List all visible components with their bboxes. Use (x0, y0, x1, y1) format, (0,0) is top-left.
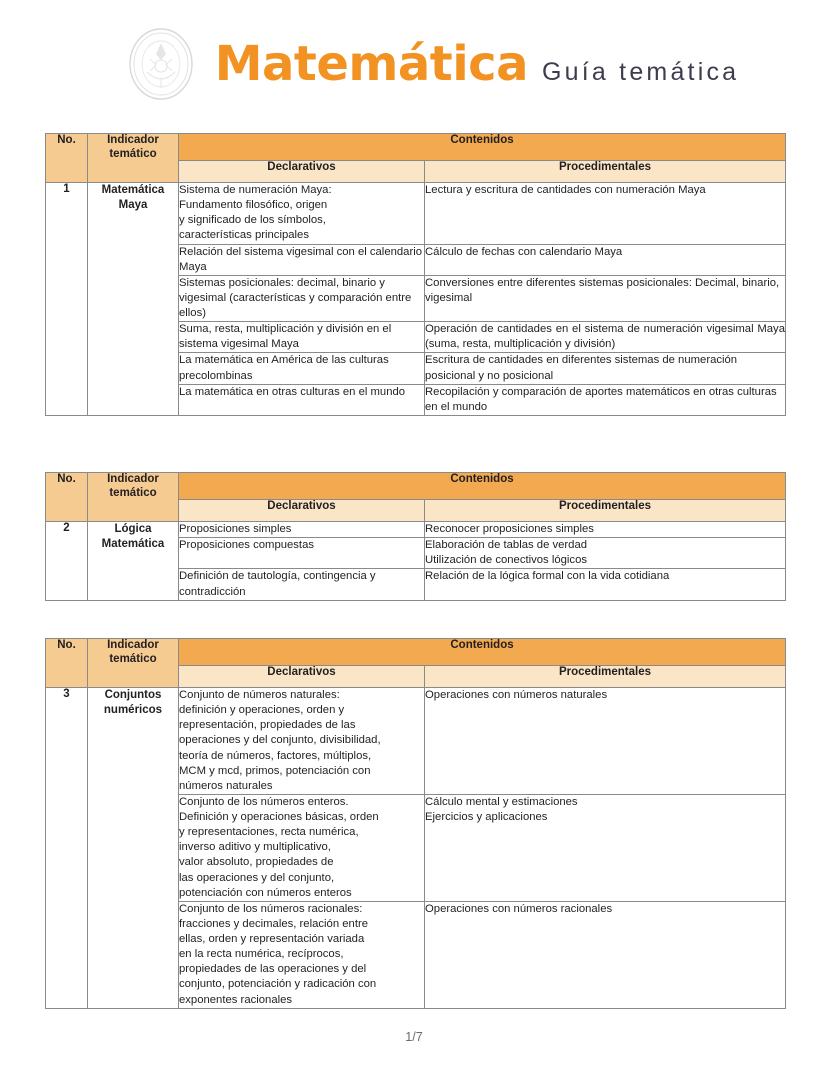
declarativo-line: MCM y mcd, primos, potenciación con (179, 764, 371, 777)
cell-procedimentales (425, 794, 786, 901)
indicador-header-line-2: temático (109, 486, 157, 499)
table-row (46, 183, 786, 245)
indicador-header-line-2: temático (109, 652, 157, 665)
cell-declarativos (179, 569, 425, 600)
cell-procedimentales (425, 569, 786, 600)
indicador-line-1: Matemática (101, 184, 165, 196)
declarativo-line: teoría de números, factores, múltiplos, (179, 749, 372, 762)
declarativo-line: exponentes racionales (179, 993, 293, 1006)
declarativo-line: características principales (179, 229, 309, 242)
cell-declarativos (179, 322, 425, 353)
indicador-header-line-2: temático (109, 147, 157, 160)
cell-procedimentales (425, 538, 786, 569)
procedimental-line: Lectura y escritura de cantidades con numeración Maya (425, 184, 706, 196)
indicador-line-1: Lógica (114, 523, 152, 535)
procedimental-line: Operaciones con números naturales (425, 689, 608, 701)
declarativo-line: propiedades de las operaciones y del (179, 963, 367, 976)
table-row (46, 688, 786, 795)
declarativo-line: y significado de los símbolos, (179, 214, 326, 227)
declarativo-line: representación, propiedades de las (179, 719, 356, 732)
guide-table-1 (45, 133, 786, 416)
declarativo-line: Proposiciones compuestas (179, 539, 315, 552)
cell-procedimentales (425, 322, 786, 353)
cell-declarativos (179, 688, 425, 795)
cell-no: 2 (46, 522, 88, 601)
cell-declarativos (179, 384, 425, 415)
procedimental-line: Operaciones con números racionales (425, 902, 613, 915)
column-header-no: No. (46, 134, 88, 183)
table-header-row-primary (46, 473, 786, 500)
declarativo-line: Conjunto de los números racionales: (179, 902, 363, 915)
declarativo-line: Definición de tautología, contingencia y contradicción (179, 570, 376, 598)
declarativo-line: en la recta numérica, recíprocos, (179, 948, 344, 961)
declarativo-line: definición y operaciones, orden y (179, 704, 345, 717)
indicador-line-2: Matemática (101, 537, 165, 550)
column-header-contenidos: Contenidos (179, 134, 786, 161)
indicador-header-line-1: Indicador (107, 473, 159, 485)
procedimental-line: Reconocer proposiciones simples (425, 523, 594, 535)
column-header-indicador-tematico (88, 639, 179, 688)
declarativo-line: conjunto, potenciación y radicación con (179, 978, 377, 991)
procedimental-line: Cálculo mental y estimaciones (425, 795, 578, 808)
table-row (46, 522, 786, 538)
declarativo-line: fracciones y decimales, relación entre (179, 917, 368, 930)
column-header-no: No. (46, 473, 88, 522)
cell-procedimentales (425, 353, 786, 384)
cell-declarativos (179, 183, 425, 245)
declarativo-line: Definición y operaciones básicas, orden (179, 811, 379, 823)
declarativo-line: La matemática en América de las culturas precolombinas (179, 354, 389, 382)
cell-procedimentales (425, 183, 786, 245)
university-seal-icon (125, 26, 197, 102)
declarativo-line: Conjunto de los números enteros. (179, 795, 349, 808)
guide-table-2 (45, 472, 786, 601)
cell-no: 1 (46, 183, 88, 416)
cell-procedimentales (425, 384, 786, 415)
procedimental-line: Recopilación y comparación de aportes matemáticos en otras culturas en el mundo (425, 385, 777, 413)
column-header-indicador-tematico (88, 473, 179, 522)
declarativo-line: Sistema de numeración Maya: (179, 184, 332, 196)
column-header-indicador-tematico (88, 134, 179, 183)
declarativo-line: Proposiciones simples (179, 523, 292, 535)
cell-procedimentales (425, 275, 786, 321)
page-masthead (0, 0, 828, 128)
column-header-contenidos: Contenidos (179, 473, 786, 500)
procedimental-line: Cálculo de fechas con calendario Maya (425, 245, 623, 258)
cell-indicador-tematico (88, 183, 179, 416)
cell-no: 3 (46, 688, 88, 1009)
indicador-header-line-1: Indicador (107, 639, 159, 651)
cell-declarativos (179, 901, 425, 1008)
declarativo-line: potenciación con números enteros (179, 886, 352, 899)
column-header-declarativos: Declarativos (179, 161, 425, 183)
declarativo-line: La matemática en otras culturas en el mundo (179, 385, 406, 398)
declarativo-line: y representaciones, recta numérica, (179, 826, 359, 839)
guide-table-3 (45, 638, 786, 1009)
column-header-contenidos: Contenidos (179, 639, 786, 666)
column-header-procedimentales: Procedimentales (425, 666, 786, 688)
indicador-line-1: Conjuntos (104, 689, 162, 701)
indicador-line-2: numéricos (103, 703, 163, 716)
declarativo-line: operaciones y del conjunto, divisibilidad, (179, 734, 381, 747)
declarativo-line: valor absoluto, propiedades de (179, 856, 334, 869)
cell-declarativos (179, 794, 425, 901)
procedimental-line: Operación de cantidades en el sistema de numeración vigesimal Maya (suma, resta, multiplicación y división) (425, 323, 785, 351)
declarativo-line: las operaciones y del conjunto, (179, 871, 335, 884)
procedimental-line: Utilización de conectivos lógicos (425, 554, 588, 567)
column-header-procedimentales: Procedimentales (425, 161, 786, 183)
cell-declarativos (179, 244, 425, 275)
cell-procedimentales (425, 901, 786, 1008)
table-header-row-primary (46, 134, 786, 161)
declarativo-line: Fundamento filosófico, origen (179, 199, 328, 212)
table-header-row-primary (46, 639, 786, 666)
cell-indicador-tematico (88, 688, 179, 1009)
declarativo-line: ellas, orden y representación variada (179, 933, 365, 945)
cell-declarativos (179, 275, 425, 321)
cell-indicador-tematico (88, 522, 179, 601)
procedimental-line: Relación de la lógica formal con la vida cotidiana (425, 570, 670, 583)
cell-procedimentales (425, 244, 786, 275)
page-title: Matemática (214, 36, 529, 92)
procedimental-line: Elaboración de tablas de verdad (425, 539, 588, 552)
declarativo-line: Conjunto de números naturales: (179, 689, 340, 701)
declarativo-line: Relación del sistema vigesimal con el calendario Maya (179, 245, 423, 273)
column-header-procedimentales: Procedimentales (425, 500, 786, 522)
indicador-header-line-1: Indicador (107, 134, 159, 146)
column-header-declarativos: Declarativos (179, 666, 425, 688)
procedimental-line: Escritura de cantidades en diferentes sistemas de numeración posicional y no posicional (425, 354, 738, 382)
declarativo-line: Sistemas posicionales: decimal, binario y vigesimal (características y comparación entre ellos) (179, 276, 412, 319)
cell-declarativos (179, 353, 425, 384)
cell-procedimentales (425, 688, 786, 795)
procedimental-line: Conversiones entre diferentes sistemas posicionales: Decimal, binario, vigesimal (425, 276, 780, 304)
page-number: 1/7 (405, 1030, 423, 1044)
column-header-no: No. (46, 639, 88, 688)
procedimental-line: Ejercicios y aplicaciones (425, 811, 548, 823)
declarativo-line: inverso aditivo y multiplicativo, (179, 841, 331, 854)
column-header-declarativos: Declarativos (179, 500, 425, 522)
indicador-line-2: Maya (118, 198, 148, 211)
declarativo-line: números naturales (179, 779, 273, 792)
declarativo-line: Suma, resta, multiplicación y división en el sistema vigesimal Maya (179, 323, 392, 351)
page-subtitle: Guía temática (542, 58, 740, 86)
cell-declarativos (179, 538, 425, 569)
cell-procedimentales (425, 522, 786, 538)
cell-declarativos (179, 522, 425, 538)
